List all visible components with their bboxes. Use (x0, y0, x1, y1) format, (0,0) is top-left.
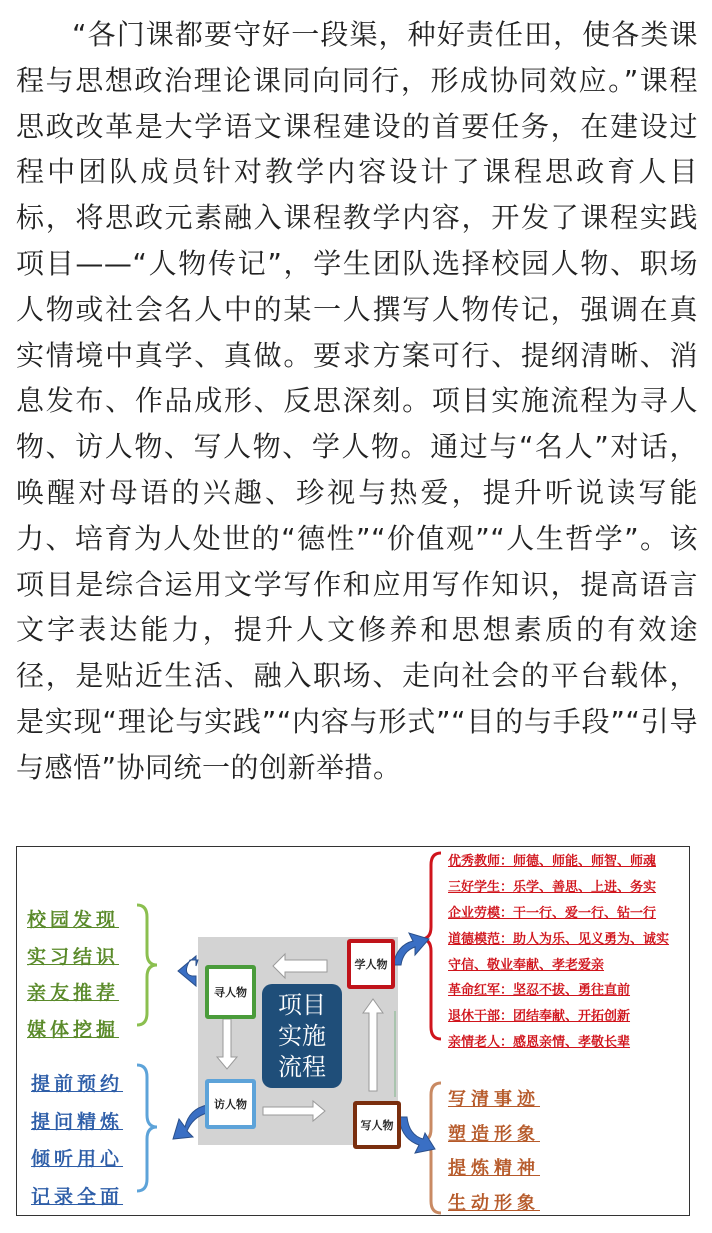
article-paragraph: “各门课都要守好一段渠，种好责任田，使各类课程与思想政治理论课同向同行，形成协同效应。”课程思政改革是大学语文课程建设的首要任务，在建设过程中团队成员针对教学内容设计了课程思政育人目标，将思政元素融入课程教学内容，开发了课程实践项目——“人物传记”，学生团队选择校园人物、职场人物或社会名人中的某一人撰写人物传记，强调在真实情境中真学、真做。要求方案可行、提纲清晰、消息发布、作品成形、反思深刻。项目实施流程为寻人物、访人物、写人物、学人物。通过与“名人”对话，唤醒对母语的兴趣、珍视与热爱，提升听说读写能力、培育为人处世的“德性”“价值观”“人生哲学”。该项目是综合运用文学写作和应用写作知识，提高语言文字表达能力，提升人文修养和思想素质的有效途径，是贴近生活、融入职场、走向社会的平台载体，是实现“理论与实践”“内容与形式”“目的与手段”“引导与感悟”协同统一的创新举措。 (16, 18, 698, 784)
brown-list-item: 提炼精神 (448, 1158, 540, 1179)
center-title: 项目实施流程 (278, 990, 326, 1081)
node-xue-renwu: 学人物 (347, 939, 395, 989)
green-list-item: 亲友推荐 (27, 982, 120, 1004)
article (16, 12, 698, 791)
project-flow-diagram (16, 846, 690, 1216)
red-list-item: 优秀教师：师德、师能、师智、师魂 (448, 854, 657, 869)
red-list-item: 亲情老人：感恩亲情、孝敬长辈 (448, 1035, 631, 1051)
red-brace (421, 853, 441, 1039)
blue-list-item: 提问精炼 (31, 1110, 124, 1133)
node-xun-renwu: 寻人物 (205, 965, 256, 1019)
brown-list-item: 写清事迹 (448, 1089, 540, 1110)
blue-list (31, 1069, 123, 1216)
blue-brace (137, 1065, 157, 1191)
red-list (448, 851, 669, 1058)
green-list-item: 媒体挖掘 (27, 1018, 120, 1041)
green-brace (137, 905, 157, 1025)
brown-list (448, 1085, 540, 1216)
red-list-item: 道德模范：助人为乐、见义勇为、诚实 (448, 931, 670, 947)
red-list-item: 革命红军：坚忍不拔、勇往直前 (448, 983, 631, 999)
blue-list-item: 记录全面 (31, 1185, 124, 1208)
green-list (27, 905, 119, 1051)
green-list-item: 实习结识 (27, 945, 120, 968)
arrow-xie-to-xue (363, 999, 383, 1091)
blue-list-item: 提前预约 (31, 1073, 124, 1095)
red-list-item: 守信、敬业奉献、孝老爱亲 (448, 957, 605, 973)
arrow-xun-to-fang (217, 1019, 237, 1069)
blue-list-item: 倾听用心 (31, 1148, 124, 1170)
red-list-item: 退休干部：团结奉献、开拓创新 (448, 1009, 631, 1025)
arrow-xue-to-xun (273, 954, 327, 978)
node-xie-renwu: 写人物 (353, 1101, 401, 1149)
arrow-to-green-list (178, 956, 198, 986)
node-fang-renwu: 访人物 (205, 1079, 256, 1129)
brown-list-item: 塑造形象 (448, 1123, 540, 1145)
arrow-to-blue-list (173, 1105, 207, 1139)
brown-list-item: 生动形象 (448, 1192, 540, 1214)
red-list-item: 企业劳模：干一行、爱一行、钻一行 (448, 905, 657, 921)
red-list-item: 三好学生：乐学、善思、上进、务实 (448, 879, 657, 895)
green-list-item: 校园发现 (27, 909, 120, 931)
center-title-box (262, 984, 342, 1088)
arrow-to-red-list (393, 933, 429, 965)
arrow-fang-to-xie (263, 1101, 325, 1121)
